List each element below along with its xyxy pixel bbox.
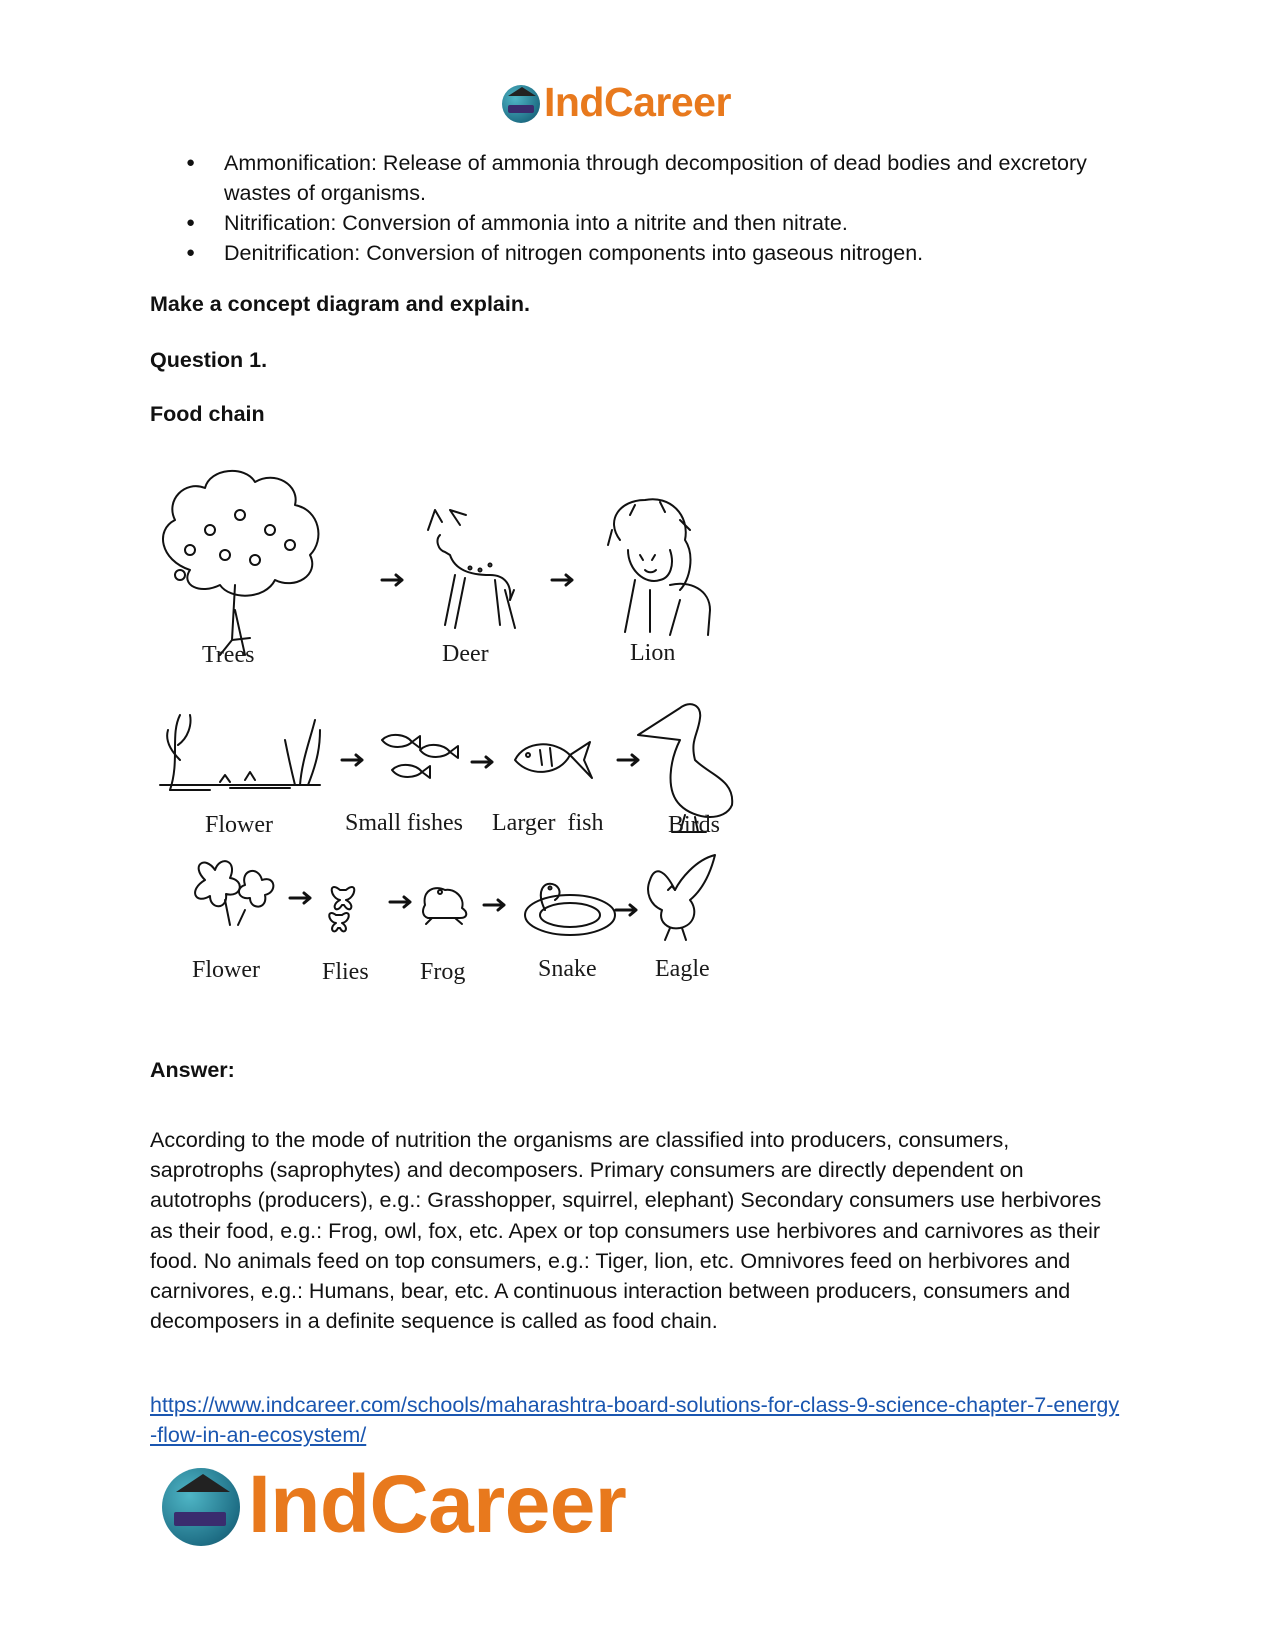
arrow-icon bbox=[616, 905, 636, 915]
arrow-icon bbox=[342, 755, 362, 765]
label-eagle: Eagle bbox=[655, 956, 710, 982]
section-heading: Make a concept diagram and explain. bbox=[150, 292, 530, 316]
eagle-icon bbox=[648, 855, 715, 940]
arrow-icon bbox=[618, 755, 638, 765]
label-flower-2: Flower bbox=[192, 957, 260, 983]
arrow-icon bbox=[472, 757, 492, 767]
question-number: Question 1. bbox=[150, 348, 268, 372]
arrow-icon bbox=[290, 893, 310, 903]
small-fishes-icon bbox=[382, 735, 458, 778]
arrow-icon bbox=[484, 900, 504, 910]
answer-heading: Answer: bbox=[150, 1058, 235, 1082]
label-trees: Trees bbox=[202, 642, 255, 668]
food-chain-illustration bbox=[150, 460, 780, 1035]
deer-icon bbox=[428, 510, 515, 628]
label-flies: Flies bbox=[322, 959, 369, 985]
logo-text: IndCareer bbox=[544, 79, 731, 125]
butterflies-icon bbox=[329, 887, 354, 931]
label-deer: Deer bbox=[442, 641, 489, 667]
arrow-icon bbox=[382, 575, 402, 585]
answer-paragraph: According to the mode of nutrition the organisms are classified into producers, consumers, saprotrophs (saprophytes) and decomposers. Primary consumers are directly dependent on autotrophs (producers), e.g.: Grasshopper, squirrel, elephant) Secondary consumers use herbivores as their food, e.g.: Frog, owl, fox, etc. Apex or top consumers use herbivores and carnivores as their food. No animals feed on top consumers, e.g.: Tiger, lion, etc. Omnivores feed on herbivores and carnivores, e.g.: Humans, bear, etc. A continuous interaction between producers, consumers and decomposers in a definite sequence is called as food chain. bbox=[150, 1128, 1102, 1334]
label-frog: Frog bbox=[420, 959, 466, 985]
label-flower: Flower bbox=[205, 812, 273, 838]
logo-text: IndCareer bbox=[248, 1459, 627, 1550]
food-chain-diagram bbox=[150, 460, 780, 1035]
label-lion: Lion bbox=[630, 640, 676, 666]
list-item: ● Nitrification: Conversion of ammonia into a nitrite and then nitrate. bbox=[150, 208, 1110, 238]
label-snake: Snake bbox=[538, 956, 597, 982]
flower-icon bbox=[195, 861, 273, 925]
nitrogen-cycle-list bbox=[150, 148, 1110, 268]
source-link[interactable]: https://www.indcareer.com/schools/maharashtra-board-solutions-for-class-9-science-chapter-7-energy-flow-in-an-ecosystem/ bbox=[150, 1393, 1120, 1447]
lion-icon bbox=[608, 499, 710, 635]
footer-logo bbox=[160, 1460, 626, 1550]
label-small-fishes: Small fishes bbox=[345, 810, 463, 836]
label-larger-fish: Larger fish bbox=[492, 810, 604, 836]
list-item: ● Ammonification: Release of ammonia through decomposition of dead bodies and excretory wastes of organisms. bbox=[150, 148, 1110, 208]
topic-heading: Food chain bbox=[150, 402, 265, 426]
header-logo bbox=[500, 78, 731, 126]
globe-book-icon bbox=[160, 1462, 246, 1548]
label-birds: Birds bbox=[668, 812, 721, 838]
tree-icon bbox=[163, 471, 318, 655]
frog-icon bbox=[423, 888, 466, 924]
snake-icon bbox=[525, 884, 615, 935]
arrow-icon bbox=[552, 575, 572, 585]
list-item: ● Denitrification: Conversion of nitrogen components into gaseous nitrogen. bbox=[150, 238, 1110, 268]
aquatic-plant-icon bbox=[160, 715, 320, 790]
globe-book-icon bbox=[500, 81, 542, 123]
larger-fish-icon bbox=[515, 742, 592, 778]
arrow-icon bbox=[390, 897, 410, 907]
